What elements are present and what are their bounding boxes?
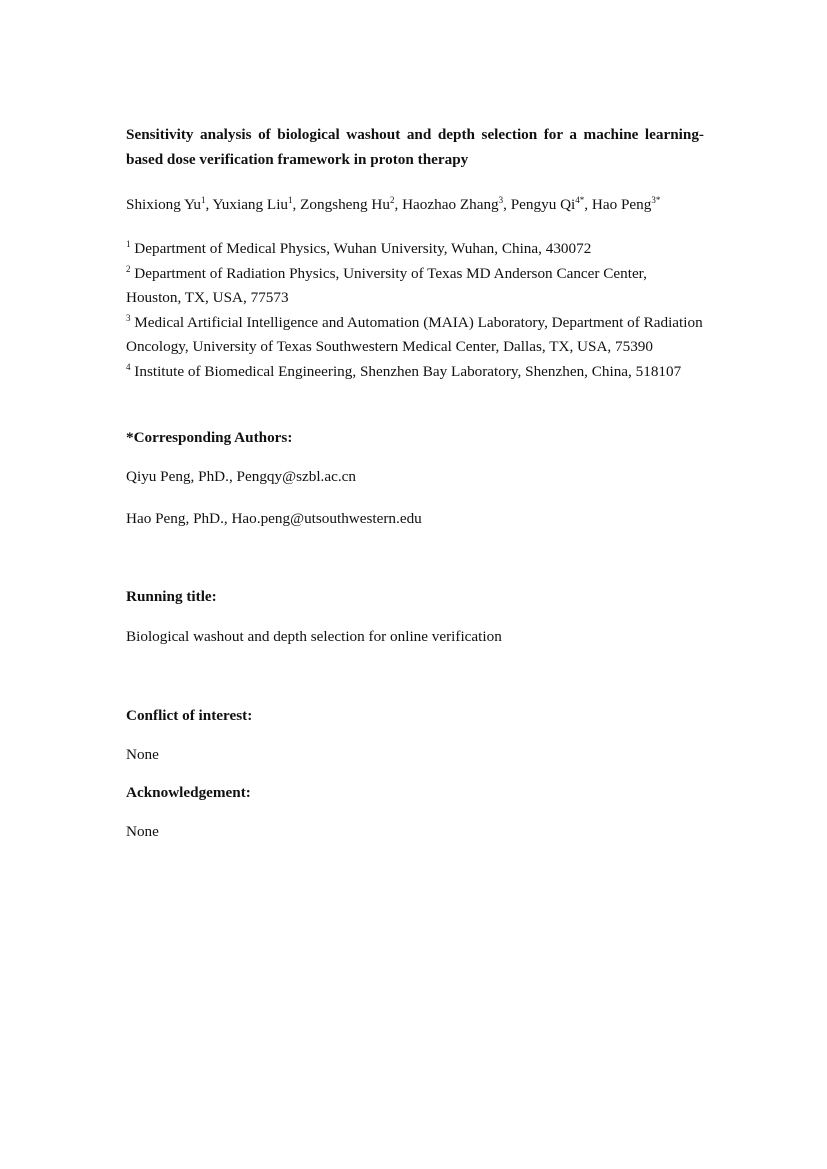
running-title-text: Biological washout and depth selection for online verification [126, 627, 502, 645]
acknowledgement-text: None [126, 822, 159, 840]
title-page-content [126, 122, 704, 843]
author: Shixiong Yu$^1$, [126, 194, 213, 213]
author: Yuxiang Liu$^1$, [212, 194, 301, 213]
author-list [126, 194, 704, 216]
affiliation: $^3$ Medical Artificial Intelligence and Automation (MAIA) Laboratory, Department of Radiation Oncology, University of Texas Southwestern Medical Center, Dallas, TX, USA, 75390 [126, 312, 703, 356]
author: Haozhao Zhang$^3$, [402, 194, 511, 213]
corresponding-authors-heading: *Corresponding Authors: [126, 428, 293, 446]
affiliation: $^2$ Department of Radiation Physics, University of Texas MD Anderson Cancer Center, Houston, TX, USA, 77573 [126, 263, 647, 307]
corresponding-author-entry: Qiyu Peng, PhD., Pengqy@szbl.ac.cn [126, 467, 356, 485]
acknowledgement-heading: Acknowledgement: [126, 783, 251, 801]
author: Zongsheng Hu$^2$, [300, 194, 403, 213]
conflict-of-interest-text: None [126, 745, 159, 763]
affiliation-list [126, 237, 704, 385]
paper-title: Sensitivity analysis of biological washout and depth selection for a machine learning-based dose verification framework in proton therapy [126, 126, 704, 168]
affiliation: $^1$ Department of Medical Physics, Wuhan University, Wuhan, China, 430072 [126, 238, 592, 257]
author: Pengyu $Qi^{4*}$, [510, 194, 592, 213]
corresponding-author-entry: Hao Peng, PhD., Hao.peng@utsouthwestern.edu [126, 509, 422, 527]
affiliation: $^4$ Institute of Biomedical Engineering, Shenzhen Bay Laboratory, Shenzhen, China, 518107 [126, 361, 682, 380]
conflict-of-interest-heading: Conflict of interest: [126, 706, 253, 724]
running-title-heading: Running title: [126, 587, 217, 605]
author: Hao Peng$^{3*}$ [591, 194, 661, 213]
